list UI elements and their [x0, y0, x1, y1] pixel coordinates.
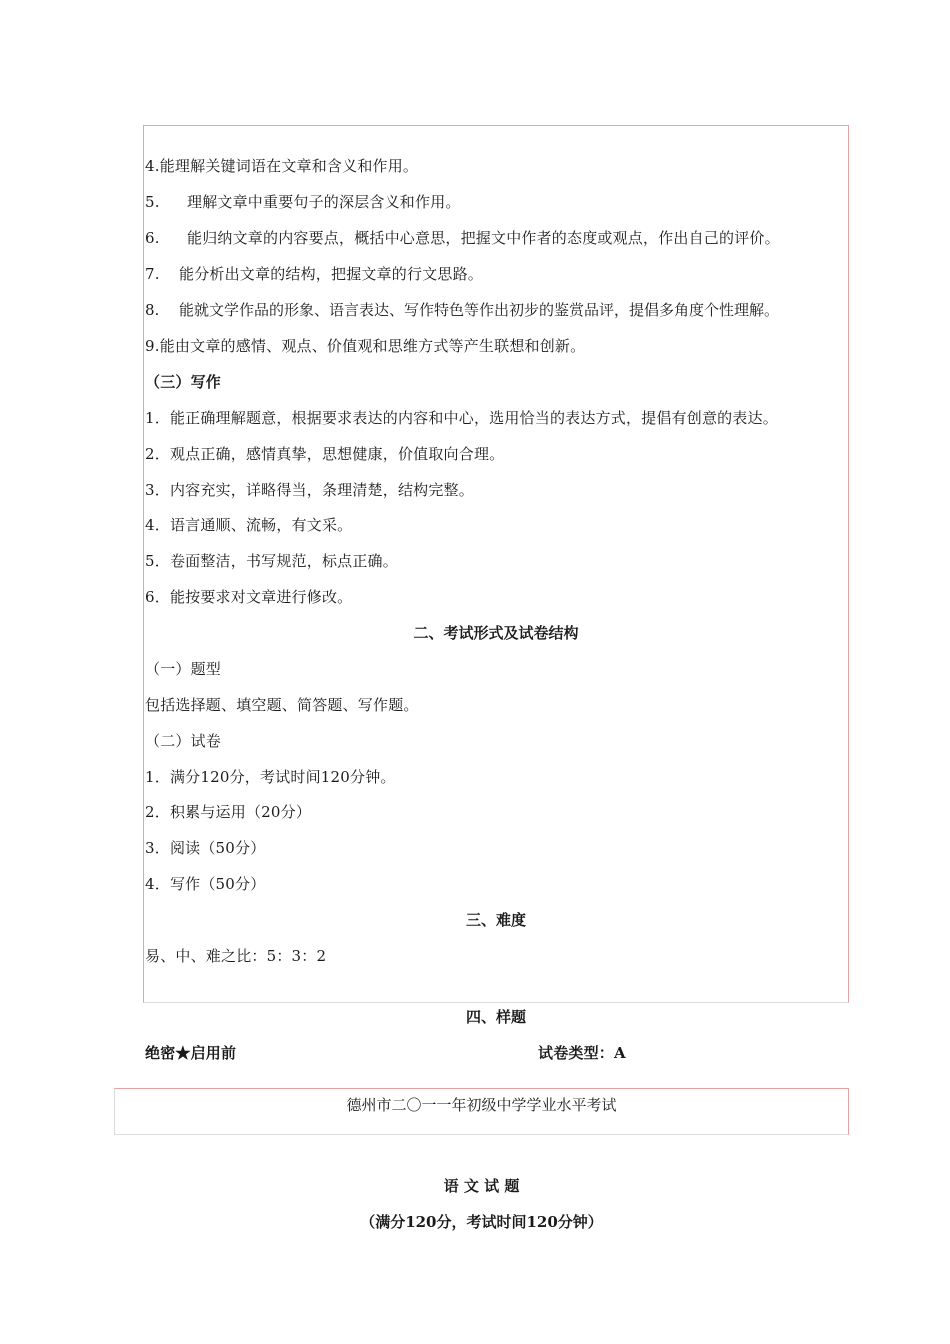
reading-item-6	[145, 227, 780, 248]
writing-heading: （三）写作	[145, 373, 222, 391]
item-text: 能理解关键词语在文章和含义和作用。	[159, 157, 419, 175]
section-3-title: 三、难度	[465, 911, 526, 929]
writing-item-5: 5．卷面整洁，书写规范，标点正确。	[145, 552, 398, 570]
item-number: 5.	[145, 193, 160, 211]
paper-item-2: 2．积累与运用（20分）	[145, 803, 312, 821]
reading-item-8	[145, 299, 779, 320]
paper-item-3: 3．阅读（50分）	[145, 839, 266, 857]
secret-label: 绝密★启用前	[145, 1044, 237, 1062]
reading-item-4	[145, 155, 418, 176]
item-number: 7.	[145, 265, 160, 283]
item-text: 能就文学作品的形象、语言表达、写作特色等作出初步的鉴赏品评，提倡多角度个性理解。	[179, 301, 780, 319]
writing-item-6: 6．能按要求对文章进行修改。	[145, 588, 353, 606]
writing-item-4: 4．语言通顺、流畅，有文采。	[145, 516, 353, 534]
subject-note: （满分120分，考试时间120分钟）	[360, 1213, 603, 1231]
reading-item-5	[145, 191, 461, 212]
writing-item-1: 1．能正确理解题意，根据要求表达的内容和中心，选用恰当的表达方式，提倡有创意的表达。	[145, 409, 778, 427]
writing-item-2: 2．观点正确，感情真挚，思想健康，价值取向合理。	[145, 445, 505, 463]
reading-item-7	[145, 263, 483, 284]
exam-title: 德州市二〇一一年初级中学学业水平考试	[346, 1096, 617, 1114]
paper-item-1: 1．满分120分，考试时间120分钟。	[145, 768, 396, 786]
paper-heading: （二）试卷	[145, 732, 222, 750]
paper-item-4: 4．写作（50分）	[145, 875, 266, 893]
difficulty-text: 易、中、难之比：5：3：2	[145, 947, 327, 965]
question-type-heading: （一）题型	[145, 660, 222, 678]
item-text: 能分析出文章的结构，把握文章的行文思路。	[179, 265, 484, 283]
item-number: 6.	[145, 229, 160, 247]
subject-title: 语 文 试 题	[443, 1177, 520, 1195]
reading-item-9	[145, 335, 585, 356]
section-2-title: 二、考试形式及试卷结构	[413, 624, 579, 642]
item-number: 8.	[145, 301, 160, 319]
item-text: 能由文章的感情、观点、价值观和思维方式等产生联想和创新。	[159, 337, 586, 355]
paper-type-label: 试卷类型：A	[538, 1044, 626, 1062]
writing-item-3: 3．内容充实，详略得当，条理清楚，结构完整。	[145, 481, 474, 499]
item-number: 4.	[145, 157, 160, 175]
item-text: 能归纳文章的内容要点，概括中心意思，把握文中作者的态度或观点，作出自己的评价。	[187, 229, 780, 247]
item-number: 9.	[145, 337, 160, 355]
item-text: 理解文章中重要句子的深层含义和作用。	[187, 193, 461, 211]
question-type-text: 包括选择题、填空题、简答题、写作题。	[145, 696, 419, 714]
section-4-title: 四、样题	[465, 1008, 526, 1026]
